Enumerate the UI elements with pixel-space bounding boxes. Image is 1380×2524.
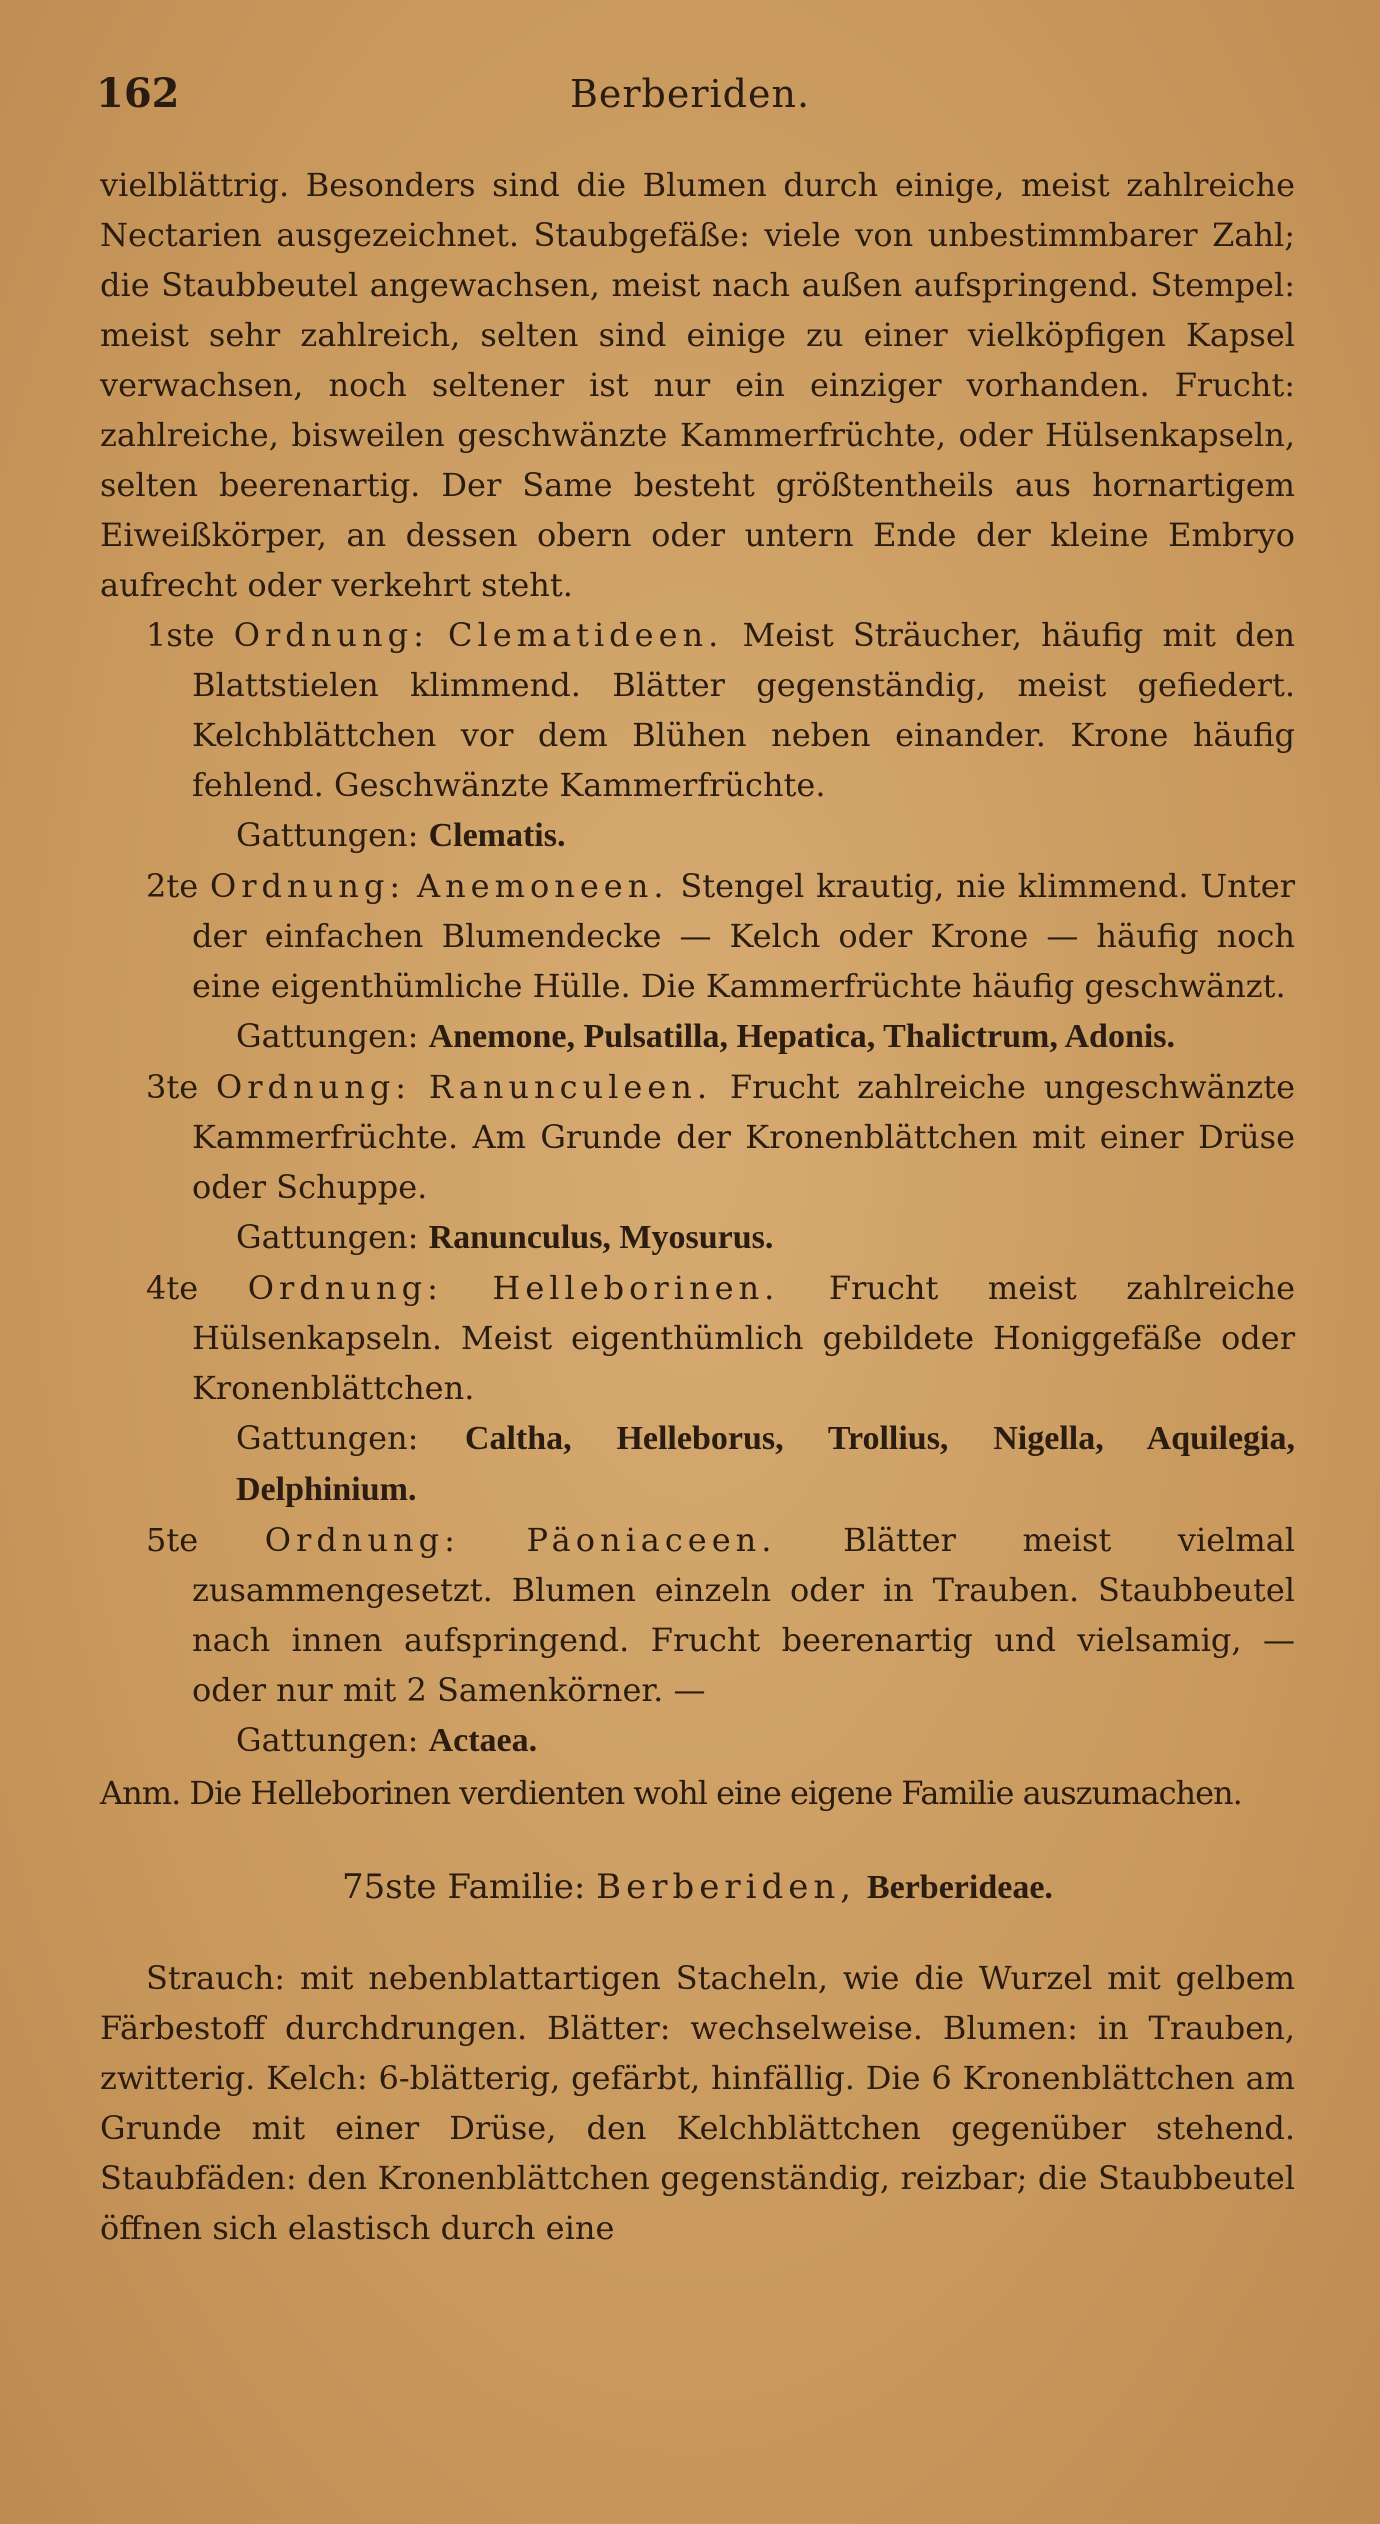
genera-label: Gattungen: [236, 1721, 419, 1759]
order-number: 4te [146, 1269, 199, 1307]
order-5 [146, 1515, 1295, 1715]
order-name: Päoniaceen. [526, 1521, 777, 1559]
order-number: 5te [146, 1521, 199, 1559]
genera-names: Actaea. [428, 1722, 538, 1759]
order-name: Helleborinen. [492, 1269, 780, 1307]
genera-label: Gattungen: [236, 1419, 419, 1457]
order-2 [146, 861, 1295, 1011]
note-label: Anm. [100, 1774, 181, 1812]
order-label: Ordnung: [247, 1269, 443, 1307]
order-label: Ordnung: [215, 1068, 412, 1106]
order-name: Anemoneen. [416, 867, 669, 905]
page-body [100, 160, 1295, 2253]
genera-names: Anemone, Pulsatilla, Hepatica, Thalictrum, Adonis. [428, 1018, 1176, 1055]
order-number: 2te [146, 867, 199, 905]
family-latin-name: Berberideae. [866, 1869, 1053, 1906]
genera-label: Gattungen: [236, 1218, 419, 1256]
order-2-genera [236, 1011, 1295, 1062]
genera-label: Gattungen: [236, 816, 419, 854]
order-number: 1ste [146, 616, 215, 654]
order-description: Stengel krautig, nie klimmend. Unter der einfachen Blumendecke — Kelch oder Krone — häufig noch eine eigenthümliche Hülle. Die Kammerfrüchte häufig geschwänzt. [192, 867, 1296, 1005]
genera-label: Gattungen: [236, 1017, 419, 1055]
page-number: 162 [96, 70, 180, 117]
family-heading [100, 1862, 1295, 1913]
annotation-note [100, 1768, 1295, 1818]
order-description: Meist Sträucher, häufig mit den Blattstielen klimmend. Blätter gegenständig, meist gefiedert. Kelchblättchen vor dem Blühen neben einander. Krone häufig fehlend. Geschwänzte Kammerfrüchte. [192, 616, 1296, 804]
order-4-genera [236, 1413, 1295, 1515]
order-5-genera [236, 1715, 1295, 1766]
order-label: Ordnung: [210, 867, 406, 905]
order-3-genera [236, 1212, 1295, 1263]
order-label: Ordnung: [233, 616, 429, 654]
order-description: Frucht meist zahlreiche Hülsenkapseln. Meist eigenthümlich gebildete Honiggefäße oder Kronenblättchen. [192, 1269, 1296, 1407]
order-name: Clematideen. [448, 616, 724, 654]
order-description: Frucht zahlreiche ungeschwänzte Kammerfrüchte. Am Grunde der Kronenblättchen mit einer Drüse oder Schuppe. [192, 1068, 1296, 1206]
page-header [0, 70, 1380, 130]
family-name: Berberiden, [596, 1867, 857, 1907]
genera-names: Ranunculus, Myosurus. [428, 1219, 774, 1256]
order-1 [146, 610, 1295, 810]
order-3 [146, 1062, 1295, 1212]
order-name: Ranunculeen. [428, 1068, 713, 1106]
order-label: Ordnung: [264, 1521, 460, 1559]
genera-names: Clematis. [428, 817, 566, 854]
order-4 [146, 1263, 1295, 1413]
family-description: Strauch: mit nebenblattartigen Stacheln, wie die Wurzel mit gelbem Färbestoff durchdrungen. Blätter: wechselweise. Blumen: in Trauben, zwitterig. Kelch: 6-blätterig, gefärbt, hinfällig. Die 6 Kronenblättchen am Grunde mit einer Drüse, den Kelchblättchen gegenüber stehend. Staubfäden: den Kronenblättchen gegenständig, reizbar; die Staubbeutel öffnen sich elastisch durch eine [100, 1959, 1295, 2247]
running-head: Berberiden. [569, 72, 811, 116]
genera-names: Caltha, Helleborus, Trollius, Nigella, Aquilegia, Delphinium. [236, 1420, 1295, 1508]
family-number: 75ste Familie: [342, 1867, 586, 1907]
note-text: Die Helleborinen verdienten wohl eine eigene Familie auszumachen. [189, 1774, 1242, 1812]
intro-paragraph: vielblättrig. Besonders sind die Blumen durch einige, meist zahlreiche Nectarien ausgezeichnet. Staubgefäße: viele von unbestimmbarer Zahl; die Staubbeutel angewachsen, meist nach außen aufspringend. Stempel: meist sehr zahlreich, selten sind einige zu einer vielköpfigen Kapsel verwachsen, noch seltener ist nur ein einziger vorhanden. Frucht: zahlreiche, bisweilen geschwänzte Kammerfrüchte, oder Hülsenkapseln, selten beerenartig. Der Same besteht größtentheils aus hornartigem Eiweißkörper, an dessen obern oder untern Ende der kleine Embryo aufrecht oder verkehrt steht. [100, 166, 1295, 604]
order-number: 3te [146, 1068, 199, 1106]
order-description: Blätter meist vielmal zusammengesetzt. Blumen einzeln oder in Trauben. Staubbeutel nach innen aufspringend. Frucht beerenartig und vielsamig, — oder nur mit 2 Samenkörner. — [192, 1521, 1296, 1709]
order-1-genera [236, 810, 1295, 861]
